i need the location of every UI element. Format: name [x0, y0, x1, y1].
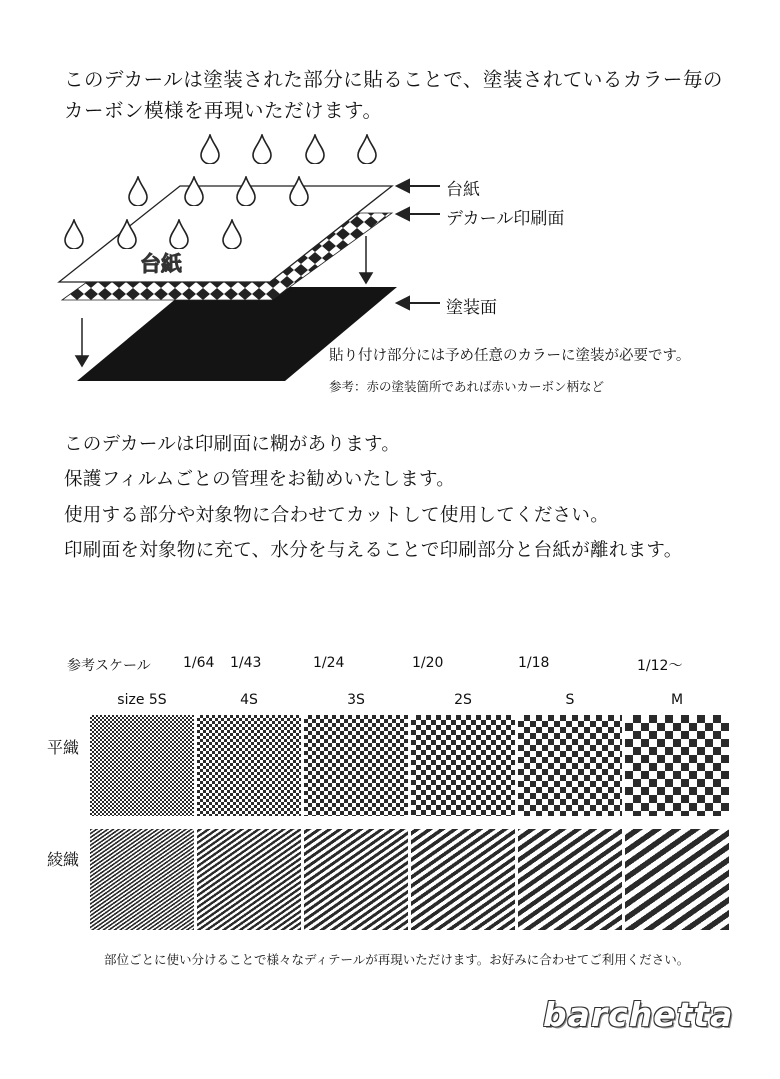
instruction-4: 印刷面を対象物に充て、水分を与えることで印刷部分と台紙が離れます。 [64, 540, 683, 561]
label-paint-surface: 塗装面 [446, 298, 497, 318]
size-3s: 3S [347, 692, 365, 708]
label-backing: 台紙 [446, 180, 480, 200]
swatch-plain-3s [304, 715, 408, 816]
arrow-backing [397, 180, 440, 192]
swatch-plain-4s [197, 715, 301, 816]
note-reference: 参考：赤の塗装箇所であれば赤いカーボン柄など [329, 379, 605, 394]
size-4s: 4S [240, 692, 258, 708]
scale-1-24: 1/24 [313, 655, 345, 671]
down-arrow-right [360, 236, 372, 283]
swatch-plain-5s [90, 715, 194, 816]
note-paint-required: 貼り付け部分には予め任意のカラーに塗装が必要です。 [329, 348, 691, 364]
swatch-twill-m [625, 829, 729, 930]
paint-surface [77, 287, 397, 381]
row-label-plain-weave: 平織 [47, 738, 80, 757]
scale-1-18: 1/18 [518, 655, 550, 671]
scale-heading: 参考スケール [67, 658, 151, 674]
swatch-twill-2s [411, 829, 515, 930]
swatch-twill-5s [90, 829, 194, 930]
scale-1-64: 1/64 [183, 655, 215, 671]
swatch-twill-4s [197, 829, 301, 930]
instruction-1: このデカールは印刷面に糊があります。 [64, 434, 401, 455]
size-2s: 2S [454, 692, 472, 708]
down-arrow-left [76, 318, 88, 366]
swatch-plain-s [518, 715, 622, 816]
arrow-paint [397, 297, 440, 309]
scale-1-43: 1/43 [230, 655, 262, 671]
scale-1-20: 1/20 [412, 655, 444, 671]
intro-line-1: このデカールは塗装された部分に貼ることで、塗装されているカラー毎の [64, 68, 723, 91]
swatch-twill-3s [304, 829, 408, 930]
size-s: S [565, 692, 575, 708]
instruction-3: 使用する部分や対象物に合わせてカットして使用してください。 [64, 505, 610, 526]
size-m: M [670, 692, 684, 708]
instruction-2: 保護フィルムごとの管理をお勧めいたします。 [64, 469, 456, 490]
row-label-twill-weave: 綾織 [47, 850, 80, 869]
swatch-plain-m [625, 715, 729, 816]
brand-logo: barchetta [543, 995, 734, 1034]
size-5s: size 5S [117, 692, 167, 708]
label-print-face: デカール印刷面 [446, 209, 565, 229]
footer-note: 部位ごとに使い分けることで様々なディテールが再現いただけます。お好みに合わせてご利用ください。 [104, 952, 690, 967]
swatch-plain-2s [411, 715, 515, 816]
scale-1-12: 1/12～ [637, 658, 683, 674]
swatch-twill-s [518, 829, 622, 930]
intro-line-2: カーボン模様を再現いただけます。 [64, 99, 383, 122]
arrow-print [397, 208, 440, 220]
backing-paper-label: 台紙 [140, 252, 182, 276]
